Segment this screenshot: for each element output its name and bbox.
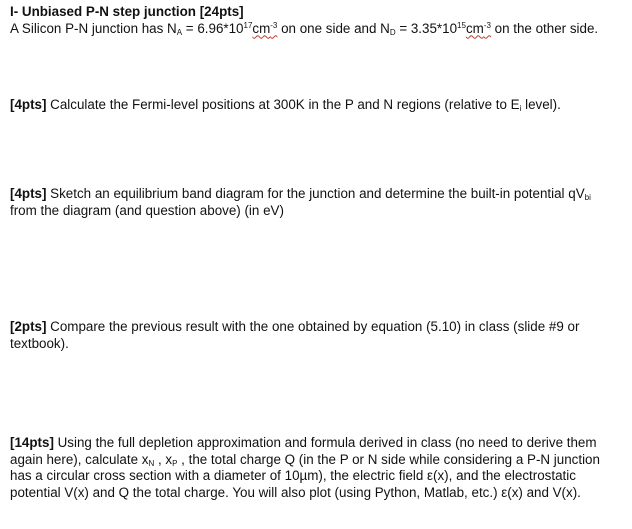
- question-text: Using the full depletion approximation and formula derived in class (no need to derive them again here), calculate x: [10, 435, 597, 467]
- vbi-subscript: bi: [584, 193, 591, 202]
- question-band-diagram: [10, 186, 614, 219]
- intro-text: = 3.35*10: [395, 20, 458, 36]
- unit-cm3: [252, 21, 277, 36]
- question-text: Calculate the Fermi-level positions at 300K in the P and N regions (relative to E: [46, 97, 520, 112]
- unit-exponent: -3: [270, 20, 278, 30]
- question-compare: [10, 319, 614, 352]
- question-text: level).: [521, 97, 561, 112]
- question-text: Sketch an equilibrium band diagram for the junction and determine the built-in potential qV: [46, 186, 585, 201]
- na-subscript: A: [176, 27, 183, 37]
- points-label: [4pts]: [10, 97, 47, 112]
- points-label: [4pts]: [10, 186, 47, 201]
- problem-header: [10, 4, 614, 37]
- question-text: Compare the previous result with the one obtained by equation (5.10) in class (slide #9 or textbook).: [10, 319, 580, 351]
- unit-base: cm: [465, 20, 484, 36]
- question-depletion: [10, 435, 614, 501]
- question-text: , the total charge Q (in the P or N side while considering a P-N junction has a circular cross section with a diameter of 10µm), the electric field ε(x), and the electrostatic potential V(x) and Q the total charge. You will also plot (using Python, Matlab, etc.) ε(x) and V(x).: [10, 451, 600, 500]
- nd-subscript: D: [389, 27, 396, 37]
- xp-subscript: P: [172, 458, 178, 468]
- intro-text: on the other side.: [490, 20, 599, 36]
- problem-intro: [10, 21, 614, 38]
- nd-exponent: 15: [457, 20, 466, 30]
- points-label: [2pts]: [10, 319, 47, 334]
- intro-text: = 6.96*10: [182, 20, 244, 36]
- question-text: , x: [154, 451, 173, 467]
- problem-title: I- Unbiased P-N step junction [24pts]: [10, 4, 244, 19]
- unit-cm3: [466, 21, 491, 36]
- xn-subscript: N: [148, 458, 155, 468]
- question-text: from the diagram (and question above) (in eV): [10, 202, 284, 218]
- intro-text: A Silicon P-N junction has N: [10, 20, 177, 36]
- unit-exponent: -3: [483, 20, 491, 30]
- points-label: [14pts]: [10, 435, 54, 450]
- na-exponent: 17: [243, 20, 253, 30]
- intro-text: on one side and N: [277, 20, 390, 36]
- question-fermi-level: [10, 97, 614, 114]
- ei-subscript: i: [519, 104, 522, 113]
- unit-base: cm: [252, 20, 271, 36]
